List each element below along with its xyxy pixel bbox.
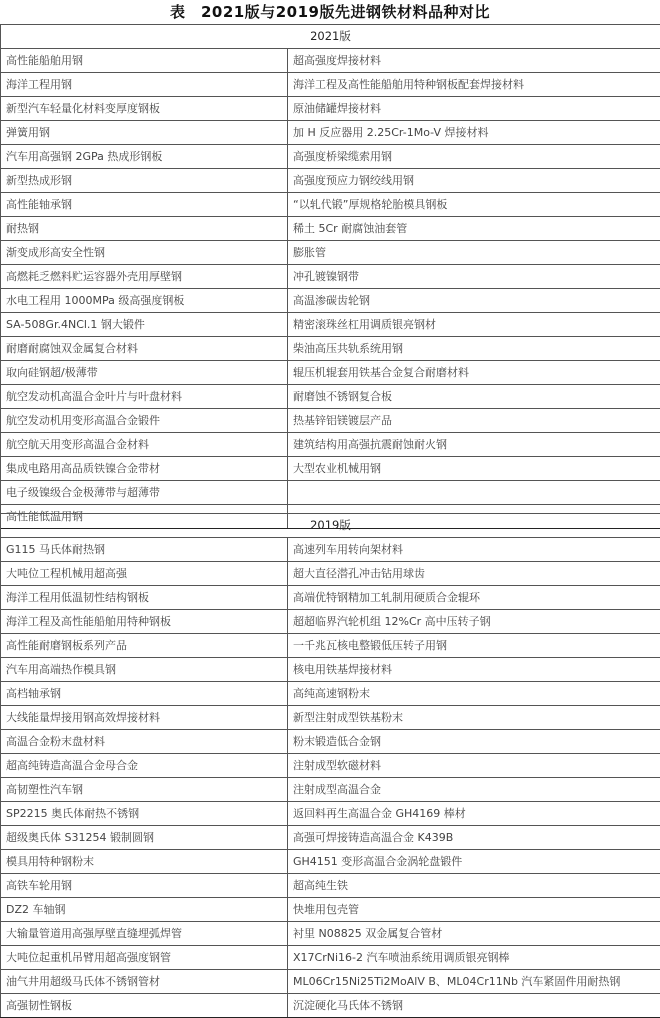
cell-right: 超超临界汽轮机组 12%Cr 高中压转子钢 bbox=[288, 610, 660, 634]
cell-left: 大输量管道用高强厚壁直缝埋弧焊管 bbox=[1, 922, 288, 946]
table-row bbox=[1, 457, 660, 481]
table-row bbox=[1, 73, 660, 97]
table-row bbox=[1, 313, 660, 337]
cell-right: 耐磨蚀不锈钢复合板 bbox=[288, 385, 660, 409]
cell-right: 冲孔镀镍钢带 bbox=[288, 265, 660, 289]
table-row bbox=[1, 385, 660, 409]
cell-left: 水电工程用 1000MPa 级高强度钢板 bbox=[1, 289, 288, 313]
section-label: 2021版 bbox=[1, 25, 660, 49]
table-row bbox=[1, 538, 660, 562]
cell-left: 耐热钢 bbox=[1, 217, 288, 241]
cell-right: ML06Cr15Ni25Ti2MoAlV B、ML04Cr11Nb 汽车紧固件用耐热钢 bbox=[288, 970, 660, 994]
cell-right: 一千兆瓦核电整锻低压转子用钢 bbox=[288, 634, 660, 658]
cell-right: 超高纯生铁 bbox=[288, 874, 660, 898]
cell-left: 高性能轴承钢 bbox=[1, 193, 288, 217]
cell-left: 模具用特种钢粉末 bbox=[1, 850, 288, 874]
cell-right: X17CrNi16-2 汽车喷油系统用调质银亮钢棒 bbox=[288, 946, 660, 970]
table-row bbox=[1, 265, 660, 289]
cell-right: 超大直径潜孔冲击钻用球齿 bbox=[288, 562, 660, 586]
table-row bbox=[1, 217, 660, 241]
cell-left: 大吨位起重机吊臂用超高强度钢管 bbox=[1, 946, 288, 970]
cell-left: 高温合金粉末盘材料 bbox=[1, 730, 288, 754]
table-2021 bbox=[0, 24, 660, 529]
table-row bbox=[1, 898, 660, 922]
table-row bbox=[1, 433, 660, 457]
cell-right: 新型注射成型铁基粉末 bbox=[288, 706, 660, 730]
table-row bbox=[1, 682, 660, 706]
cell-right: 注射成型软磁材料 bbox=[288, 754, 660, 778]
cell-left: 海洋工程用钢 bbox=[1, 73, 288, 97]
cell-left: DZ2 车轴钢 bbox=[1, 898, 288, 922]
table-row bbox=[1, 361, 660, 385]
table-row bbox=[1, 994, 660, 1018]
table-row bbox=[1, 409, 660, 433]
table-row bbox=[1, 754, 660, 778]
cell-right: 原油储罐焊接材料 bbox=[288, 97, 660, 121]
cell-right: 粉末锻造低合金钢 bbox=[288, 730, 660, 754]
cell-left: 渐变成形高安全性钢 bbox=[1, 241, 288, 265]
cell-left: 电子级镍级合金极薄带与超薄带 bbox=[1, 481, 288, 505]
cell-left: 高档轴承钢 bbox=[1, 682, 288, 706]
table-row bbox=[1, 610, 660, 634]
table-row bbox=[1, 850, 660, 874]
cell-right: 海洋工程及高性能船舶用特种钢板配套焊接材料 bbox=[288, 73, 660, 97]
table-row bbox=[1, 337, 660, 361]
cell-right bbox=[288, 481, 660, 505]
section-header-row bbox=[1, 514, 660, 538]
cell-right: 精密滚珠丝杠用调质银亮钢材 bbox=[288, 313, 660, 337]
cell-right: 热基锌铝镁镀层产品 bbox=[288, 409, 660, 433]
cell-left: 弹簧用钢 bbox=[1, 121, 288, 145]
table-row bbox=[1, 922, 660, 946]
cell-left: 高强韧性钢板 bbox=[1, 994, 288, 1018]
cell-left: 高性能耐磨钢板系列产品 bbox=[1, 634, 288, 658]
cell-left: SA-508Gr.4NCl.1 钢大锻件 bbox=[1, 313, 288, 337]
cell-right: 柴油高压共轨系统用钢 bbox=[288, 337, 660, 361]
cell-left: 油气井用超级马氏体不锈钢管材 bbox=[1, 970, 288, 994]
cell-right: 高速列车用转向架材料 bbox=[288, 538, 660, 562]
cell-right: GH4151 变形高温合金涡轮盘锻件 bbox=[288, 850, 660, 874]
table-row bbox=[1, 706, 660, 730]
cell-right: 高强度桥梁缆索用钢 bbox=[288, 145, 660, 169]
table-row bbox=[1, 97, 660, 121]
table-row bbox=[1, 946, 660, 970]
cell-right: 高温渗碳齿轮钢 bbox=[288, 289, 660, 313]
section-label: 2019版 bbox=[1, 514, 660, 538]
cell-left: 耐磨耐腐蚀双金属复合材料 bbox=[1, 337, 288, 361]
cell-left: 大吨位工程机械用超高强 bbox=[1, 562, 288, 586]
table-row bbox=[1, 121, 660, 145]
table-row bbox=[1, 241, 660, 265]
cell-right: 建筑结构用高强抗震耐蚀耐火钢 bbox=[288, 433, 660, 457]
cell-right: 高端优特钢精加工轧制用硬质合金辊环 bbox=[288, 586, 660, 610]
cell-right: 超高强度焊接材料 bbox=[288, 49, 660, 73]
table-row bbox=[1, 970, 660, 994]
cell-right: 大型农业机械用钢 bbox=[288, 457, 660, 481]
table-row bbox=[1, 730, 660, 754]
cell-left: 汽车用高端热作模具钢 bbox=[1, 658, 288, 682]
cell-left: 高韧塑性汽车钢 bbox=[1, 778, 288, 802]
table-2019 bbox=[0, 513, 660, 1018]
cell-right: 核电用铁基焊接材料 bbox=[288, 658, 660, 682]
table-row bbox=[1, 586, 660, 610]
section-header-row bbox=[1, 25, 660, 49]
cell-left: 航空航天用变形高温合金材料 bbox=[1, 433, 288, 457]
cell-right: “以轧代锻”厚规格轮胎模具钢板 bbox=[288, 193, 660, 217]
table-row bbox=[1, 562, 660, 586]
cell-right: 膨胀管 bbox=[288, 241, 660, 265]
table-title: 表 2021版与2019版先进钢铁材料品种对比 bbox=[0, 0, 660, 24]
cell-left: 超级奥氏体 S31254 锻制圆钢 bbox=[1, 826, 288, 850]
table-row bbox=[1, 193, 660, 217]
table-row bbox=[1, 145, 660, 169]
cell-left: 新型汽车轻量化材料变厚度钢板 bbox=[1, 97, 288, 121]
cell-right: 衬里 N08825 双金属复合管材 bbox=[288, 922, 660, 946]
cell-right: 高强度预应力钢绞线用钢 bbox=[288, 169, 660, 193]
table-row bbox=[1, 481, 660, 505]
cell-left: 海洋工程用低温韧性结构钢板 bbox=[1, 586, 288, 610]
table-row bbox=[1, 634, 660, 658]
table-row bbox=[1, 826, 660, 850]
cell-left: 新型热成形钢 bbox=[1, 169, 288, 193]
cell-left: 海洋工程及高性能船舶用特种钢板 bbox=[1, 610, 288, 634]
cell-left: 高燃耗乏燃料贮运容器外壳用厚壁钢 bbox=[1, 265, 288, 289]
cell-left: 航空发动机高温合金叶片与叶盘材料 bbox=[1, 385, 288, 409]
cell-left: 高性能低温用钢 bbox=[1, 505, 288, 529]
cell-left: 大线能量焊接用钢高效焊接材料 bbox=[1, 706, 288, 730]
cell-right: 辊压机辊套用铁基合金复合耐磨材料 bbox=[288, 361, 660, 385]
table-row bbox=[1, 49, 660, 73]
cell-left: 超高纯铸造高温合金母合金 bbox=[1, 754, 288, 778]
table-row bbox=[1, 289, 660, 313]
cell-left: 取向硅钢超/极薄带 bbox=[1, 361, 288, 385]
cell-right: 沉淀硬化马氏体不锈钢 bbox=[288, 994, 660, 1018]
cell-right: 返回料再生高温合金 GH4169 棒材 bbox=[288, 802, 660, 826]
cell-right: 高纯高速钢粉末 bbox=[288, 682, 660, 706]
cell-left: 航空发动机用变形高温合金锻件 bbox=[1, 409, 288, 433]
cell-left: 高性能船舶用钢 bbox=[1, 49, 288, 73]
table-row bbox=[1, 874, 660, 898]
cell-right: 稀土 5Cr 耐腐蚀油套管 bbox=[288, 217, 660, 241]
cell-left: 高铁车轮用钢 bbox=[1, 874, 288, 898]
table-row bbox=[1, 658, 660, 682]
cell-right: 注射成型高温合金 bbox=[288, 778, 660, 802]
cell-left: 集成电路用高品质铁镍合金带材 bbox=[1, 457, 288, 481]
table-row bbox=[1, 169, 660, 193]
cell-left: SP2215 奥氏体耐热不锈钢 bbox=[1, 802, 288, 826]
cell-right: 高强可焊接铸造高温合金 K439B bbox=[288, 826, 660, 850]
cell-right: 加 H 反应器用 2.25Cr-1Mo-V 焊接材料 bbox=[288, 121, 660, 145]
cell-left: 汽车用高强钢 2GPa 热成形钢板 bbox=[1, 145, 288, 169]
table-row bbox=[1, 802, 660, 826]
cell-right: 快堆用包壳管 bbox=[288, 898, 660, 922]
cell-left: G115 马氏体耐热钢 bbox=[1, 538, 288, 562]
table-row bbox=[1, 778, 660, 802]
